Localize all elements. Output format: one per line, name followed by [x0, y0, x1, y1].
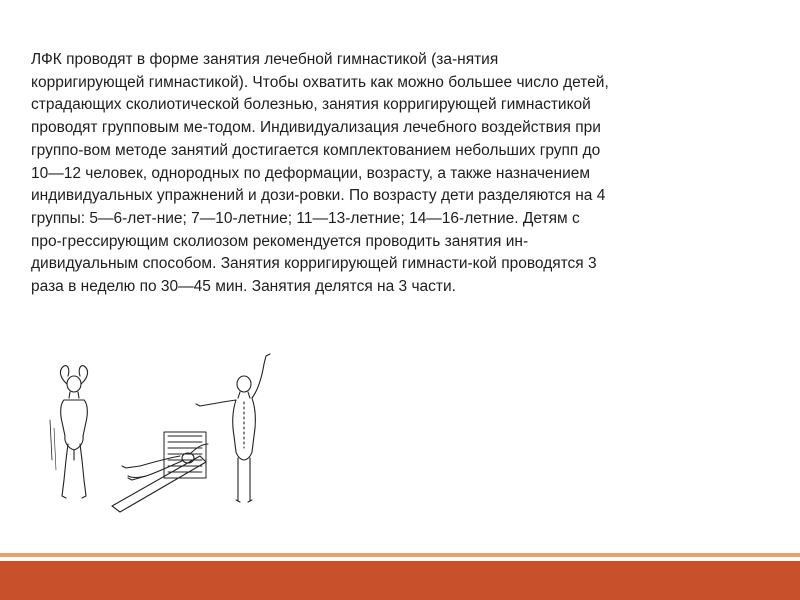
- standing-child-figure: [50, 366, 88, 498]
- arm-raised-child-figure: [196, 354, 270, 502]
- paragraph-line: группо-вом методе занятий достигается комплектованием небольших групп до: [31, 141, 601, 159]
- lying-child-figure: [112, 432, 208, 512]
- paragraph-line: группы: 5—6-лет-ние; 7—10-летние; 11—13-летние; 14—16-летние. Детям с: [31, 209, 580, 227]
- body-paragraph: [31, 49, 783, 299]
- paragraph-line: 10—12 человек, однородных по деформации, возрасту, а также назначением: [31, 164, 591, 182]
- paragraph-line: проводят групповым ме-тодом. Индивидуализация лечебного воздействия при: [31, 119, 601, 137]
- paragraph-line: ЛФК проводят в форме занятия лечебной гимнастикой (за-нятия: [31, 51, 499, 68]
- paragraph-line: про-грессирующим сколиозом рекомендуется проводить занятия ин-: [31, 232, 529, 250]
- paragraph-line: индивидуальных упражнений и дози-ровки. По возрасту дети разделяются на 4: [31, 187, 606, 205]
- exercise-figures-illustration: [40, 340, 300, 520]
- paragraph-line: дивидуальным способом. Занятия корригирующей гимнасти-кой проводятся 3: [31, 255, 597, 273]
- paragraph-line: корригирующей гимнастикой). Чтобы охватить как можно большее число детей,: [31, 73, 609, 91]
- footer-band: [0, 561, 800, 600]
- footer-accent-line: [0, 553, 800, 557]
- paragraph-line: страдающих сколиотической болезнью, занятия корригирующей гимнастикой: [31, 96, 591, 114]
- paragraph-line: раза в неделю по 30—45 мин. Занятия делятся на 3 части.: [31, 278, 456, 296]
